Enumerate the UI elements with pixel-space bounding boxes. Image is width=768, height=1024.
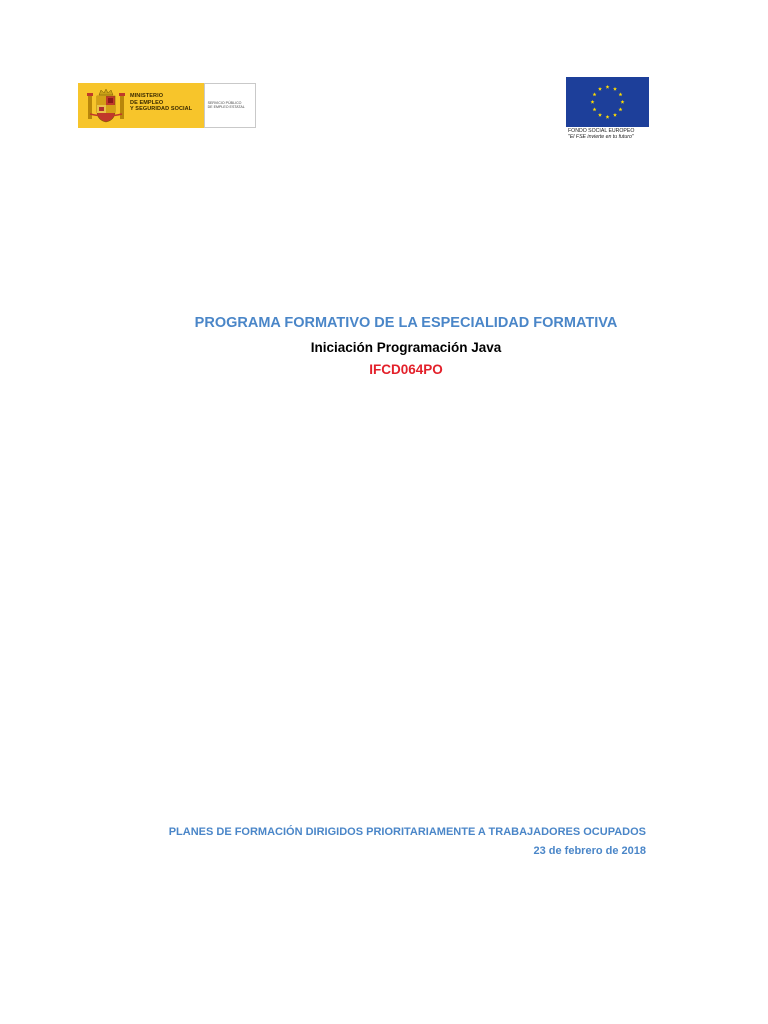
course-code: IFCD064PO	[369, 362, 443, 377]
eu-logo	[566, 77, 649, 140]
course-name: Iniciación Programación Java	[310, 340, 502, 355]
ministerio-logo-yellow-panel	[78, 83, 204, 128]
footer-block	[169, 824, 646, 859]
title-block	[0, 313, 768, 380]
plan-description: PLANES DE FORMACIÓN DIRIGIDOS PRIORITARIAMENTE A TRABAJADORES OCUPADOS	[168, 826, 646, 838]
ministerio-name: MINISTERIO DE EMPLEO Y SEGURIDAD SOCIAL	[130, 93, 193, 113]
eu-fund-name: FONDO SOCIAL EUROPEO	[568, 128, 635, 134]
eu-fund-slogan: "El FSE invierte en tu futuro"	[568, 134, 634, 140]
document-date: 23 de febrero de 2018	[533, 845, 646, 857]
ministerio-logo	[78, 83, 256, 128]
coat-of-arms-icon	[86, 87, 126, 125]
sepe-name: SERVICIO PÚBLICO DE EMPLEO ESTATAL	[207, 101, 245, 110]
document-title: PROGRAMA FORMATIVO DE LA ESPECIALIDAD FORMATIVA	[194, 315, 618, 331]
sepe-logo-panel	[204, 83, 256, 128]
eu-flag-icon	[566, 77, 649, 127]
